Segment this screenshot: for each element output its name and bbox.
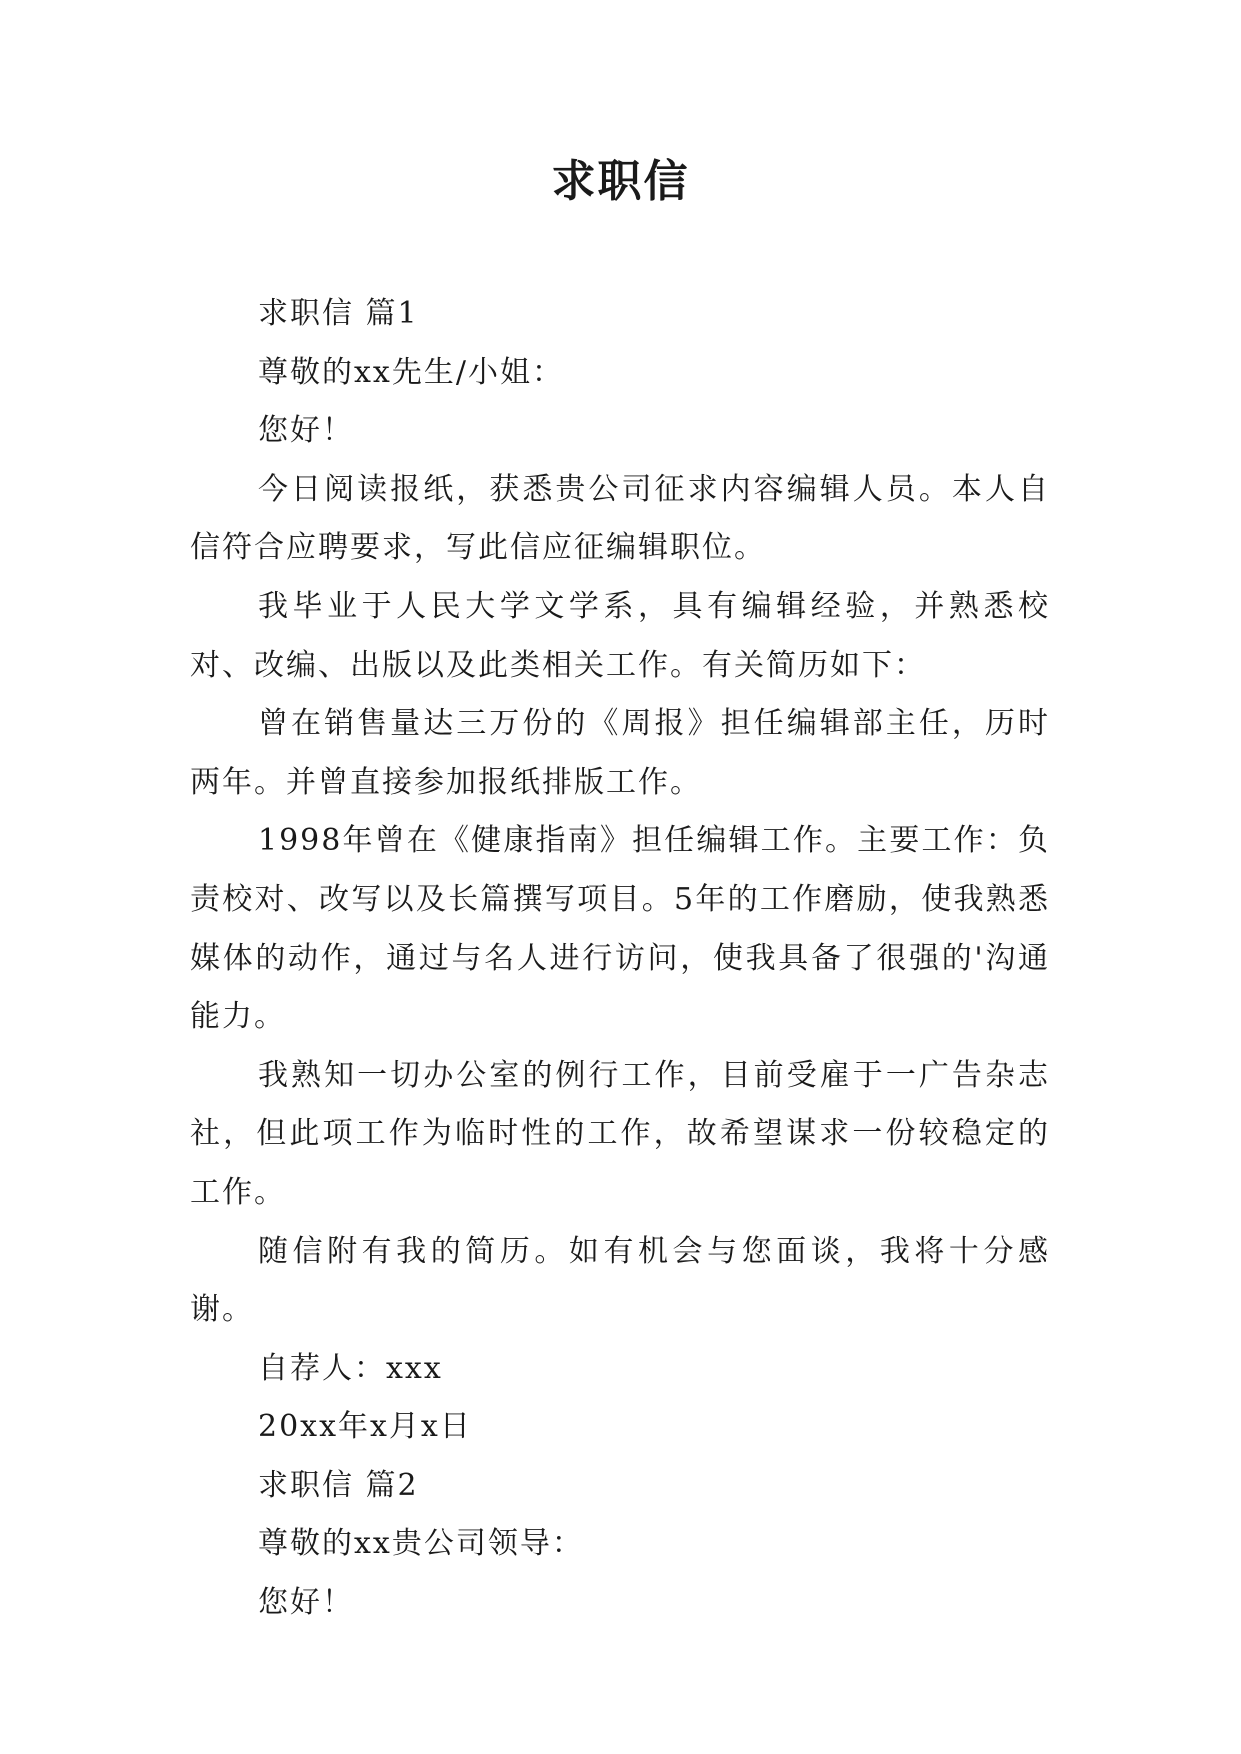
signature: 自荐人：xxx [258, 1350, 443, 1386]
paragraph: 今日阅读报纸，获悉贵公司征求内容编辑人员。本人自信符合应聘要求，写此信应征编辑职位。 [190, 471, 1050, 566]
paragraph: 我毕业于人民大学文学系，具有编辑经验，并熟悉校对、改编、出版以及此类相关工作。有关简历如下： [190, 588, 1050, 683]
section-heading-2: 求职信 篇2 [258, 1467, 419, 1503]
date: 20xx年x月x日 [258, 1409, 472, 1445]
document-title: 求职信 [551, 156, 690, 207]
salutation: 尊敬的xx先生/小姐： [258, 354, 564, 390]
greeting: 您好！ [258, 1585, 354, 1621]
greeting: 您好！ [258, 413, 354, 449]
section-heading-1: 求职信 篇1 [258, 296, 419, 331]
document-body [190, 285, 1050, 1633]
salutation: 尊敬的xx贵公司领导： [258, 1526, 584, 1562]
paragraph: 随信附有我的简历。如有机会与您面谈，我将十分感谢。 [190, 1233, 1050, 1328]
paragraph: 曾在销售量达三万份的《周报》担任编辑部主任，历时两年。并曾直接参加报纸排版工作。 [190, 706, 1050, 800]
paragraph: 1998年曾在《健康指南》担任编辑工作。主要工作：负责校对、改写以及长篇撰写项目。5年的工作磨励，使我熟悉媒体的动作，通过与名人进行访问，使我具备了很强的'沟通能力。 [190, 823, 1050, 1035]
paragraph: 我熟知一切办公室的例行工作，目前受雇于一广告杂志社，但此项工作为临时性的工作，故希望谋求一份较稳定的工作。 [190, 1057, 1050, 1210]
